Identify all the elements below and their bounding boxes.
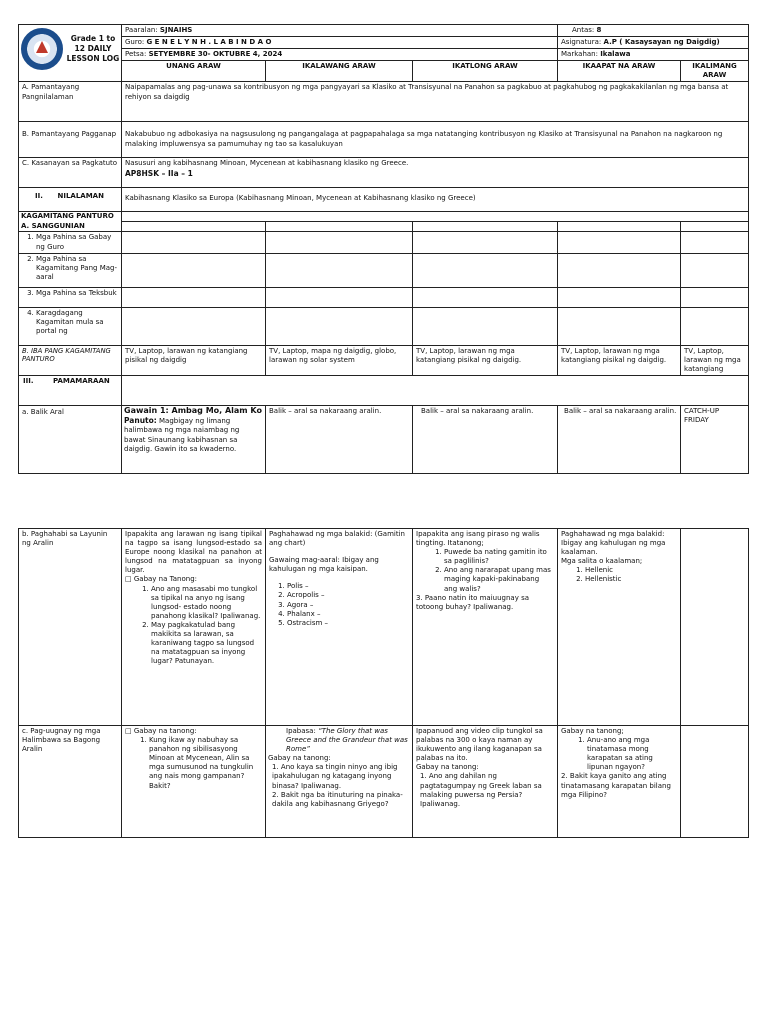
balik-aral-d4: Balik – aral sa nakaraang aralin.	[558, 405, 681, 473]
r1c5	[681, 232, 749, 253]
asignatura-label: Asignatura:	[561, 38, 602, 47]
panuto-label: Panuto:	[124, 416, 157, 426]
day-2-header: IKALAWANG ARAW	[266, 61, 413, 82]
sanggunian-blank-2	[266, 222, 413, 232]
term-hellenistic: 2. Hellenistic	[585, 575, 677, 584]
paghahabi-d1-intro: Ipapakita ang larawan ng isang tipikal na tagpo sa isang lungsod-estado sa Europe noong klasikal na panahon at lungsod na matatagpuan sa inyong lugar.	[125, 530, 262, 575]
day-3-header: IKATLONG ARAW	[413, 61, 558, 82]
antas-label: Antas:	[572, 26, 595, 34]
paaralan-label: Paaralan:	[125, 26, 158, 34]
paguugnay-d2	[266, 726, 413, 838]
page-2	[18, 528, 748, 838]
gawain-1-title: Gawain 1: Ambag Mo, Alam Ko	[124, 405, 262, 415]
paguugnay-d3-intro: Ipapanuod ang video clip tungkol sa palabas na 300 o kaya naman ay ikukuwento ang ilang kaganapan sa palabas na ito.	[416, 727, 543, 763]
markahan-label: Markahan:	[561, 50, 598, 59]
ipabasa-title: “The Glory that was Greece and the Grandeur that was Rome”	[286, 727, 408, 754]
paghahabi-d3-q2: 2. Ano ang nararapat upang mas maging kapaki-pakinabang ang walis?	[444, 566, 554, 593]
iba-pang-d2: TV, Laptop, mapa ng daigdig, globo, larawan ng solar system	[266, 345, 413, 375]
pamamaraan-num: III.	[23, 376, 34, 385]
petsa-cell	[122, 49, 558, 61]
panuto-text: Magbigay ng limang halimbawa ng mga naiambag ng bawat Sinaunang kabihasnan sa daigdig. Gawin ito sa kwaderno.	[124, 417, 240, 453]
paguugnay-d5	[681, 726, 749, 838]
r3c3	[413, 287, 558, 307]
r2c3	[413, 253, 558, 287]
grade-log-title: Grade 1 to 12 DAILY LESSON LOG	[66, 33, 120, 64]
sanggunian-blank-1	[122, 222, 266, 232]
paguugnay-d3-q1: 1. Ano ang dahilan ng pagtatagumpay ng Greek laban sa malaking puwersa ng Persia? Ipaliwanag.	[420, 772, 542, 808]
day-4-header: IKAAPAT NA ARAW	[558, 61, 681, 82]
paghahabi-d2	[266, 529, 413, 726]
r2c1	[122, 253, 266, 287]
r3c2	[266, 287, 413, 307]
nilalaman-num: II.	[35, 192, 43, 201]
paguugnay-d4-gabay: Gabay na tanong;	[561, 727, 624, 735]
sanggunian-item-3-text: 3. Mga Pahina sa Teksbuk	[36, 289, 118, 298]
paghahabi-d2-intro: Paghahawad ng mga balakid: (Gamitin ang chart)	[269, 530, 405, 548]
pamantayang-pangnilalaman-text: Naipapamalas ang pag-unawa sa kontribusyon ng mga pangyayari sa Klasiko at Transisyunal na Panahon sa pagkabuo at pagkahubog ng pagkakakilanlan ng mga bansa at rehiyon sa daigdig	[122, 82, 749, 122]
sanggunian-item-2	[19, 253, 122, 287]
r1c1	[122, 232, 266, 253]
balik-aral-d1	[122, 405, 266, 473]
iba-pang-d4: TV, Laptop, larawan ng mga katangiang pisikal ng daigdig.	[558, 345, 681, 375]
dll-table-page-1	[18, 24, 749, 474]
ipabasa-label: Ipabasa:	[286, 727, 319, 735]
balik-aral-label: a. Balik Aral	[19, 405, 122, 473]
paghahabi-d3-q3: 3. Paano natin ito maiuugnay sa totoong buhay? Ipaliwanag.	[416, 593, 530, 611]
page-1	[18, 24, 748, 474]
iba-pang-d3: TV, Laptop, larawan ng mga katangiang pisikal ng daigdig.	[413, 345, 558, 375]
balik-aral-d3: Balik – aral sa nakaraang aralin.	[413, 405, 558, 473]
header-logo-cell	[19, 25, 122, 82]
paguugnay-label: c. Pag-uugnay ng mga Halimbawa sa Bagong Aralin	[19, 726, 122, 838]
pamantayang-pagganap-label: B. Pamantayang Pagganap	[19, 122, 122, 158]
sanggunian-item-4	[19, 307, 122, 345]
checkbox-icon-2: □	[125, 727, 132, 735]
kasanayan-code: AP8HSK – IIa – 1	[125, 168, 193, 178]
paghahabi-d3-q1: 1. Puwede ba nating gamitin ito sa paglilinis?	[444, 548, 554, 566]
paghahabi-d4	[558, 529, 681, 726]
paguugnay-d1-gabay: Gabay na tanong:	[133, 727, 197, 735]
markahan-value: Ikalawa	[600, 50, 631, 59]
sanggunian-item-1-text: 1. Mga Pahina sa Gabay ng Guro	[36, 233, 118, 251]
iba-pang-label: B. IBA PANG KAGAMITANG PANTURO	[19, 345, 122, 375]
kasanayan-text: Nasusuri ang kabihasnang Minoan, Mycenean at kabihasnang klasiko ng Greece.	[125, 159, 409, 168]
pamamaraan-label-cell	[19, 375, 122, 405]
r1c4	[558, 232, 681, 253]
paaralan-value: SJNAIHS	[159, 26, 193, 34]
day-1-header: UNANG ARAW	[122, 61, 266, 82]
paghahabi-d5	[681, 529, 749, 726]
sanggunian-label: A. SANGGUNIAN	[19, 222, 122, 232]
r4c2	[266, 307, 413, 345]
antas-cell	[558, 25, 749, 37]
paguugnay-d1-q1: 1. Kung ikaw ay nabuhay sa panahon ng sibilisasyong Minoan at Mycenean, Alin sa mga sumusunod na tungkulin ang nais mong gampanan? Bakit?	[149, 736, 262, 791]
day-5-header: IKALIMANG ARAW	[681, 61, 749, 82]
paghahabi-d1-q1: 1. Ano ang masasabi mo tungkol sa tipikal na anyo ng isang lungsod- estado noong panahong klasikal? Ipaliwanag.	[151, 585, 262, 621]
asignatura-cell	[558, 37, 749, 49]
balik-aral-d5: CATCH-UP FRIDAY	[681, 405, 749, 473]
nilalaman-label-cell	[19, 188, 122, 212]
term-phalanx: 4. Phalanx –	[287, 610, 409, 619]
deped-seal-icon	[21, 28, 63, 70]
term-hellenic: 1. Hellenic	[585, 566, 677, 575]
paghahabi-d2-gawain: Gawaing mag-aaral: Ibigay ang kahulugan ng mga kaisipan.	[269, 556, 379, 574]
iba-pang-d1: TV, Laptop, larawan ng katangiang pisikal ng daigdig	[122, 345, 266, 375]
paguugnay-d4	[558, 726, 681, 838]
paguugnay-d3-gabay: Gabay na tanong:	[416, 763, 479, 772]
r2c4	[558, 253, 681, 287]
pamantayang-pangnilalaman-label: A. Pamantayang Pangnilalaman	[19, 82, 122, 122]
paguugnay-d1	[122, 726, 266, 838]
term-agora: 3. Agora –	[287, 601, 409, 610]
sanggunian-item-2-text: 2. Mga Pahina sa Kagamitang Pang Mag- aaral	[36, 255, 118, 282]
r4c4	[558, 307, 681, 345]
nilalaman-text: Kabihasnang Klasiko sa Europa (Kabihasnang Minoan, Mycenean at Kabihasnang klasiko ng Greece)	[122, 188, 749, 212]
sanggunian-item-4-text: 4. Karagdagang Kagamitan mula sa portal ng	[36, 309, 118, 336]
sanggunian-item-3	[19, 287, 122, 307]
paguugnay-d3	[413, 726, 558, 838]
paguugnay-d2-q2: 2. Bakit nga ba itinuturing na pinaka-dakila ang kabihasnang Griyego?	[272, 790, 403, 808]
pamamaraan-blank	[122, 375, 749, 405]
kasanayan-cell	[122, 158, 749, 188]
paaralan-cell	[122, 25, 558, 37]
antas-value: 8	[596, 26, 602, 34]
paguugnay-d2-q1: 1. Ano kaya sa tingin ninyo ang ibig ipakahulugan ng katagang inyong binasa? Ipaliwanag.	[272, 763, 398, 790]
r2c5	[681, 253, 749, 287]
dll-table-page-2	[18, 528, 749, 838]
term-ostracism: 5. Ostracism –	[287, 619, 409, 628]
markahan-cell	[558, 49, 749, 61]
r3c5	[681, 287, 749, 307]
r3c4	[558, 287, 681, 307]
paghahabi-d1	[122, 529, 266, 726]
sanggunian-blank-3	[413, 222, 558, 232]
asignatura-value: A.P ( Kasaysayan ng Daigdig)	[603, 38, 720, 47]
r1c2	[266, 232, 413, 253]
kagamitang-label: KAGAMITANG PANTURO	[19, 212, 122, 222]
r4c3	[413, 307, 558, 345]
paghahabi-d1-q2: 2. May pagkakatulad bang makikita sa larawan, sa karaniwang tagpo sa lungsod na matatagpuan sa inyong lugar? Patunayan.	[151, 621, 262, 666]
petsa-label: Petsa:	[125, 50, 147, 59]
kasanayan-label: C. Kasanayan sa Pagkatuto	[19, 158, 122, 188]
guro-value: G E N E L Y N H . L A B I N D A O	[146, 38, 272, 47]
term-acropolis: 2. Acropolis –	[287, 591, 409, 600]
r4c5	[681, 307, 749, 345]
term-polis: 1. Polis –	[287, 582, 409, 591]
guro-label: Guro:	[125, 38, 145, 47]
iba-pang-d5: TV, Laptop, larawan ng mga katangiang	[681, 345, 749, 375]
paghahabi-label: b. Paghahabi sa Layunin ng Aralin	[19, 529, 122, 726]
pamamaraan-label: PAMAMARAAN	[52, 376, 110, 385]
kagamitang-blank	[122, 212, 749, 222]
sanggunian-item-1	[19, 232, 122, 253]
balik-aral-d2: Balik – aral sa nakaraang aralin.	[266, 405, 413, 473]
sanggunian-blank-5	[681, 222, 749, 232]
r2c2	[266, 253, 413, 287]
paghahabi-d4-sub: Mga salita o kaalaman;	[561, 557, 643, 566]
petsa-value: SETYEMBRE 30- OKTUBRE 4, 2024	[148, 50, 283, 59]
checkbox-icon: □	[125, 575, 132, 584]
guro-cell	[122, 37, 558, 49]
paghahabi-d3	[413, 529, 558, 726]
paghahabi-d3-intro: Ipapakita ang isang piraso ng walis tingting. Itatanong;	[416, 530, 540, 548]
paguugnay-d4-q1: 1. Anu-ano ang mga tinatamasa mong karapatan sa ating lipunan ngayon?	[587, 736, 677, 772]
nilalaman-label: NILALAMAN	[57, 192, 104, 201]
paghahabi-d4-intro: Paghahawad ng mga balakid: Ibigay ang kahulugan ng mga kaalaman.	[561, 530, 666, 557]
paguugnay-d2-gabay: Gabay na tanong:	[268, 754, 331, 763]
r3c1	[122, 287, 266, 307]
paguugnay-d4-q2: 2. Bakit kaya ganito ang ating tinatamasang karapatan bilang mga Filipino?	[561, 772, 671, 799]
pamantayang-pagganap-text: Nakabubuo ng adbokasiya na nagsusulong ng pangangalaga at pagpapahalaga sa mga natatanging kontribusyon ng Klasiko at Transisyunal na Panahon na nagkaroon ng malaking impluwensya sa pamumuhay ng tao sa kasalukuyan	[122, 122, 749, 158]
sanggunian-blank-4	[558, 222, 681, 232]
r1c3	[413, 232, 558, 253]
r4c1	[122, 307, 266, 345]
paghahabi-d1-gabay: Gabay na Tanong:	[133, 575, 197, 584]
